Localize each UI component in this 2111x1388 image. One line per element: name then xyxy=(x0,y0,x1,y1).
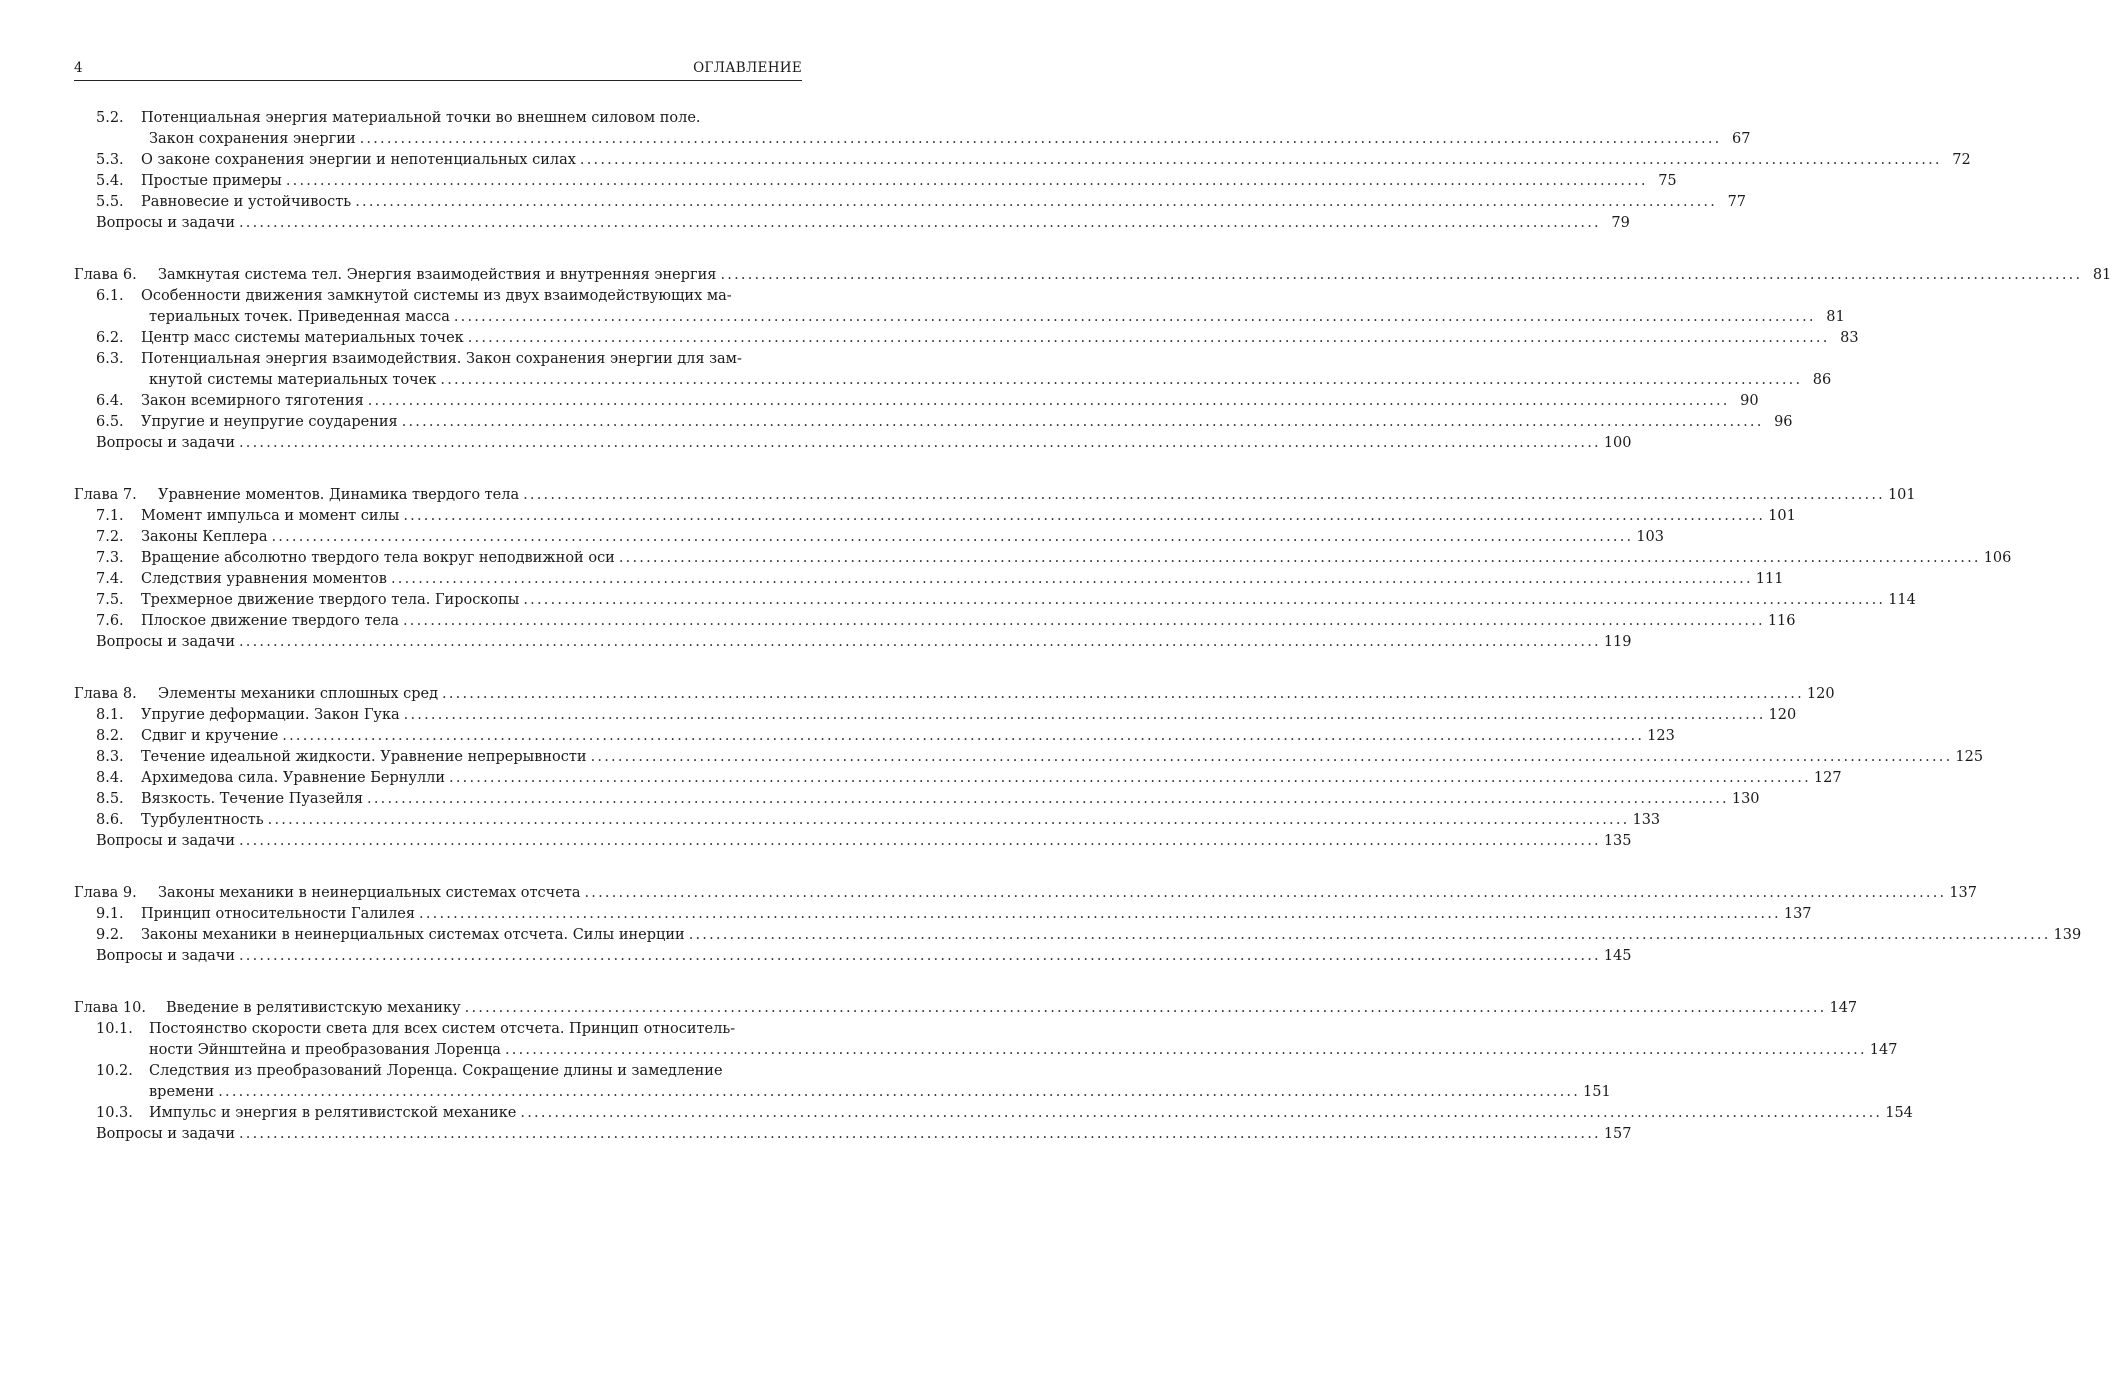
toc-section-entry xyxy=(74,1061,802,1082)
dot-leader: ........................................................................................................................................................................................................ xyxy=(584,885,1947,901)
page-ref: 137 xyxy=(1949,885,1978,901)
section-number: 9.1. xyxy=(96,906,124,922)
dot-leader: ........................................................................................................................................................................................................ xyxy=(442,686,1804,702)
dot-leader: ........................................................................................................................................................................................................ xyxy=(367,791,1729,807)
toc-section-entry xyxy=(74,506,1796,527)
entry-title: Трехмерное движение твердого тела. Гироскопы xyxy=(141,592,520,608)
toc-chapter-entry xyxy=(74,998,1858,1019)
page-ref: 145 xyxy=(1603,948,1632,964)
dot-leader: ........................................................................................................................................................................................................ xyxy=(467,330,1830,346)
entry-title: кнутой системы материальных точек xyxy=(149,372,437,388)
page-ref: 123 xyxy=(1647,728,1675,744)
dot-leader: ........................................................................................................................................................................................................ xyxy=(402,613,1765,629)
toc-entry-continuation xyxy=(74,129,1751,150)
section-number: 10.1. xyxy=(96,1021,133,1037)
section-number: 6.4. xyxy=(96,393,124,409)
page-ref: 135 xyxy=(1603,833,1632,849)
section-number: 8.4. xyxy=(96,770,124,786)
dot-leader: ........................................................................................................................................................................................................ xyxy=(238,215,1601,231)
dot-leader: ........................................................................................................................................................................................................ xyxy=(238,634,1601,650)
page-ref: 130 xyxy=(1731,791,1760,807)
chapter-number: Глава 6. xyxy=(74,267,137,283)
dot-leader: ........................................................................................................................................................................................................ xyxy=(238,435,1601,451)
page-ref: 81 xyxy=(2092,267,2111,283)
page-ref: 139 xyxy=(2053,927,2082,943)
entry-title: Простые примеры xyxy=(141,173,282,189)
entry-title: Замкнутая система тел. Энергия взаимодействия и внутренняя энергия xyxy=(158,267,717,283)
toc-section-entry xyxy=(74,108,802,129)
dot-leader: ........................................................................................................................................................................................................ xyxy=(464,1000,1827,1016)
entry-title: Архимедова сила. Уравнение Бернулли xyxy=(141,770,446,786)
section-number: 6.3. xyxy=(96,351,124,367)
toc-chapter-entry xyxy=(74,684,1835,705)
page-ref: 77 xyxy=(1727,194,1747,210)
entry-title: Центр масс системы материальных точек xyxy=(141,330,464,346)
section-number: 7.2. xyxy=(96,529,124,545)
section-number: 5.5. xyxy=(96,194,124,210)
toc-chapter-entry xyxy=(74,265,2111,286)
dot-leader: ........................................................................................................................................................................................................ xyxy=(419,906,1781,922)
dot-leader: ........................................................................................................................................................................................................ xyxy=(688,927,2051,943)
page-ref: 86 xyxy=(1812,372,1832,388)
dot-leader: ........................................................................................................................................................................................................ xyxy=(238,948,1601,964)
page-ref: 116 xyxy=(1767,613,1796,629)
section-number: 7.3. xyxy=(96,550,124,566)
page-ref: 79 xyxy=(1611,215,1630,231)
toc-entry-continuation xyxy=(74,370,1832,391)
section-number: 6.1. xyxy=(96,288,124,304)
entry-title: Вращение абсолютно твердого тела вокруг неподвижной оси xyxy=(141,550,615,566)
page-ref: 147 xyxy=(1829,1000,1858,1016)
toc-section-entry xyxy=(74,192,1747,213)
page-ref: 106 xyxy=(1983,550,2012,566)
toc-section-entry xyxy=(74,412,1793,433)
toc-section-entry xyxy=(74,789,1760,810)
page-ref: 100 xyxy=(1603,435,1632,451)
dot-leader: ........................................................................................................................................................................................................ xyxy=(390,571,1753,587)
dot-leader: ........................................................................................................................................................................................................ xyxy=(504,1042,1867,1058)
dot-leader: ........................................................................................................................................................................................................ xyxy=(403,508,1766,524)
dot-leader: ........................................................................................................................................................................................................ xyxy=(720,267,2083,283)
toc-section-entry xyxy=(74,1103,1913,1124)
page-ref: 67 xyxy=(1731,131,1751,147)
entry-title: Вопросы и задачи xyxy=(96,215,235,231)
dot-leader: ........................................................................................................................................................................................................ xyxy=(449,770,1811,786)
entry-title: Законы механики в неинерциальных системах отсчета xyxy=(158,885,581,901)
page-ref: 72 xyxy=(1952,152,1971,168)
section-number: 5.2. xyxy=(96,110,124,126)
entry-title: Закон сохранения энергии xyxy=(149,131,356,147)
page-ref: 157 xyxy=(1603,1126,1632,1142)
section-number: 7.1. xyxy=(96,508,124,524)
dot-leader: ........................................................................................................................................................................................................ xyxy=(453,309,1816,325)
page-ref: 96 xyxy=(1774,414,1793,430)
toc-questions-entry xyxy=(74,433,1632,454)
running-header xyxy=(74,60,802,81)
toc-chapter-entry xyxy=(74,485,1916,506)
page-ref: 114 xyxy=(1888,592,1916,608)
dot-leader: ........................................................................................................................................................................................................ xyxy=(579,152,1942,168)
page-ref: 154 xyxy=(1885,1105,1913,1121)
entry-title: Уравнение моментов. Динамика твердого тела xyxy=(158,487,520,503)
entry-title: Вопросы и задачи xyxy=(96,634,235,650)
entry-title: Особенности движения замкнутой системы из двух взаимодействующих ма- xyxy=(141,288,732,304)
toc-section-entry xyxy=(74,171,1677,192)
chapter-number: Глава 10. xyxy=(74,1000,146,1016)
section-number: 8.5. xyxy=(96,791,124,807)
page-number: 4 xyxy=(74,60,83,76)
section-number: 7.4. xyxy=(96,571,124,587)
entry-title: Плоское движение твердого тела xyxy=(141,613,399,629)
entry-title: Турбулентность xyxy=(141,812,264,828)
toc-section-entry xyxy=(74,569,1784,590)
toc-section-entry xyxy=(74,747,1984,768)
entry-title: Потенциальная энергия материальной точки во внешнем силовом поле. xyxy=(141,110,701,126)
chapter-spacer xyxy=(74,967,802,998)
entry-title: Упругие деформации. Закон Гука xyxy=(141,707,400,723)
toc-questions-entry xyxy=(74,213,1630,234)
page-ref: 133 xyxy=(1632,812,1661,828)
page-ref: 120 xyxy=(1768,707,1797,723)
dot-leader: ........................................................................................................................................................................................................ xyxy=(238,833,1601,849)
entry-title: Упругие и неупругие соударения xyxy=(141,414,398,430)
page-ref: 75 xyxy=(1658,173,1677,189)
chapter-spacer xyxy=(74,454,802,485)
entry-title: Момент импульса и момент силы xyxy=(141,508,400,524)
page-ref: 101 xyxy=(1768,508,1796,524)
page-ref: 101 xyxy=(1887,487,1916,503)
section-number: 9.2. xyxy=(96,927,124,943)
section-number: 5.4. xyxy=(96,173,124,189)
entry-title: Принцип относительности Галилея xyxy=(141,906,416,922)
entry-title: Следствия из преобразований Лоренца. Сокращение длины и замедление xyxy=(149,1063,723,1079)
toc-section-entry xyxy=(74,925,2082,946)
entry-title: Импульс и энергия в релятивистской механике xyxy=(149,1105,517,1121)
dot-leader: ........................................................................................................................................................................................................ xyxy=(218,1084,1581,1100)
running-title: ОГЛАВЛЕНИЕ xyxy=(693,60,802,76)
dot-leader: ........................................................................................................................................................................................................ xyxy=(359,131,1722,147)
entry-title: времени xyxy=(149,1084,215,1100)
entry-title: Законы Кеплера xyxy=(141,529,268,545)
chapter-number: Глава 7. xyxy=(74,487,137,503)
section-number: 6.5. xyxy=(96,414,124,430)
chapter-number: Глава 9. xyxy=(74,885,137,901)
entry-title: О законе сохранения энергии и непотенциальных силах xyxy=(141,152,576,168)
dot-leader: ........................................................................................................................................................................................................ xyxy=(238,1126,1601,1142)
toc-section-entry xyxy=(74,726,1675,747)
toc-entry-continuation xyxy=(74,1040,1898,1061)
entry-title: Элементы механики сплошных сред xyxy=(158,686,439,702)
toc-section-entry xyxy=(74,768,1842,789)
section-number: 8.3. xyxy=(96,749,124,765)
dot-leader: ........................................................................................................................................................................................................ xyxy=(271,529,1634,545)
section-number: 8.6. xyxy=(96,812,124,828)
dot-leader: ........................................................................................................................................................................................................ xyxy=(367,393,1730,409)
chapter-spacer xyxy=(74,653,802,684)
entry-title: Следствия уравнения моментов xyxy=(141,571,387,587)
toc-section-entry xyxy=(74,150,1971,171)
toc-entry-continuation xyxy=(74,1082,1611,1103)
section-number: 6.2. xyxy=(96,330,124,346)
dot-leader: ........................................................................................................................................................................................................ xyxy=(523,487,1885,503)
entry-title: Равновесие и устойчивость xyxy=(141,194,352,210)
section-number: 10.3. xyxy=(96,1105,133,1121)
toc-questions-entry xyxy=(74,831,1632,852)
section-number: 7.6. xyxy=(96,613,124,629)
toc-section-entry xyxy=(74,1019,802,1040)
toc-section-entry xyxy=(74,391,1759,412)
toc-questions-entry xyxy=(74,1124,1632,1145)
section-number: 8.2. xyxy=(96,728,124,744)
entry-title: териальных точек. Приведенная масса xyxy=(149,309,450,325)
toc-section-entry xyxy=(74,349,802,370)
toc-entry-continuation xyxy=(74,307,1845,328)
page-ref: 147 xyxy=(1869,1042,1898,1058)
toc-section-entry xyxy=(74,590,1916,611)
section-number: 5.3. xyxy=(96,152,124,168)
section-number: 10.2. xyxy=(96,1063,133,1079)
toc-section-entry xyxy=(74,705,1797,726)
chapter-spacer xyxy=(74,852,802,883)
toc-section-entry xyxy=(74,527,1664,548)
entry-title: Вопросы и задачи xyxy=(96,435,235,451)
page-ref: 103 xyxy=(1636,529,1664,545)
dot-leader: ........................................................................................................................................................................................................ xyxy=(403,707,1766,723)
toc-section-entry xyxy=(74,548,2012,569)
table-of-contents xyxy=(74,108,2111,1145)
dot-leader: ........................................................................................................................................................................................................ xyxy=(401,414,1764,430)
toc-section-entry xyxy=(74,810,1661,831)
dot-leader: ........................................................................................................................................................................................................ xyxy=(285,173,1648,189)
entry-title: Течение идеальной жидкости. Уравнение непрерывности xyxy=(141,749,587,765)
dot-leader: ........................................................................................................................................................................................................ xyxy=(618,550,1981,566)
chapter-number: Глава 8. xyxy=(74,686,137,702)
page-ref: 151 xyxy=(1583,1084,1611,1100)
chapter-spacer xyxy=(74,234,802,265)
toc-questions-entry xyxy=(74,946,1632,967)
dot-leader: ........................................................................................................................................................................................................ xyxy=(520,1105,1883,1121)
page-ref: 120 xyxy=(1806,686,1835,702)
toc-chapter-entry xyxy=(74,883,1978,904)
page-ref: 137 xyxy=(1783,906,1812,922)
page-ref: 111 xyxy=(1755,571,1784,587)
dot-leader: ........................................................................................................................................................................................................ xyxy=(590,749,1953,765)
entry-title: Постоянство скорости света для всех систем отсчета. Принцип относитель- xyxy=(149,1021,736,1037)
entry-title: Введение в релятивистскую механику xyxy=(166,1000,461,1016)
entry-title: Сдвиг и кручение xyxy=(141,728,279,744)
toc-questions-entry xyxy=(74,632,1632,653)
page-ref: 81 xyxy=(1826,309,1845,325)
entry-title: Вопросы и задачи xyxy=(96,833,235,849)
entry-title: Вязкость. Течение Пуазейля xyxy=(141,791,364,807)
entry-title: Вопросы и задачи xyxy=(96,1126,235,1142)
page-ref: 90 xyxy=(1740,393,1759,409)
toc-section-entry xyxy=(74,328,1859,349)
entry-title: ности Эйнштейна и преобразования Лоренца xyxy=(149,1042,501,1058)
toc-section-entry xyxy=(74,611,1796,632)
entry-title: Законы механики в неинерциальных системах отсчета. Силы инерции xyxy=(141,927,685,943)
section-number: 8.1. xyxy=(96,707,124,723)
toc-section-entry xyxy=(74,286,802,307)
page-ref: 83 xyxy=(1840,330,1859,346)
section-number: 7.5. xyxy=(96,592,124,608)
page-ref: 127 xyxy=(1813,770,1842,786)
dot-leader: ........................................................................................................................................................................................................ xyxy=(523,592,1886,608)
dot-leader: ........................................................................................................................................................................................................ xyxy=(267,812,1630,828)
page-ref: 119 xyxy=(1603,634,1632,650)
page-ref: 125 xyxy=(1955,749,1984,765)
toc-section-entry xyxy=(74,904,1812,925)
entry-title: Вопросы и задачи xyxy=(96,948,235,964)
dot-leader: ........................................................................................................................................................................................................ xyxy=(440,372,1803,388)
entry-title: Потенциальная энергия взаимодействия. Закон сохранения энергии для зам- xyxy=(141,351,742,367)
entry-title: Закон всемирного тяготения xyxy=(141,393,364,409)
dot-leader: ........................................................................................................................................................................................................ xyxy=(355,194,1718,210)
dot-leader: ........................................................................................................................................................................................................ xyxy=(282,728,1645,744)
